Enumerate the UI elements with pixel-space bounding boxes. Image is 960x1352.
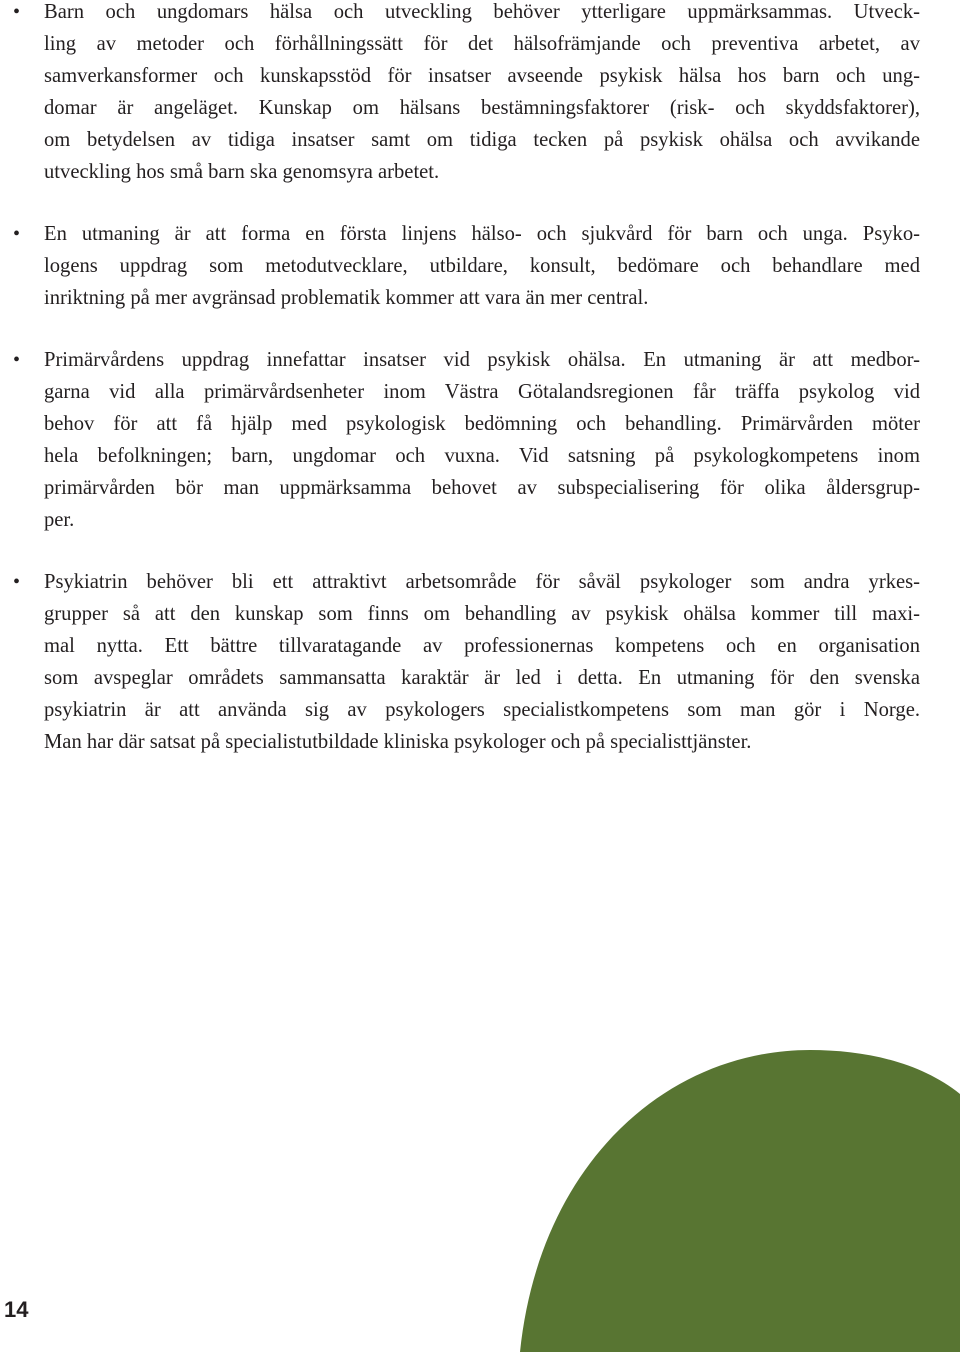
bullet-icon: • bbox=[13, 223, 21, 245]
bullet-icon: • bbox=[13, 349, 21, 371]
bullet-line: per. bbox=[44, 509, 75, 531]
bullet-line: Man har där satsat på specialistutbildade kliniska psykologer och på specialisttjänster. bbox=[44, 731, 752, 753]
bullet-item bbox=[0, 0, 960, 188]
bullet-icon: • bbox=[13, 1, 21, 23]
bullet-line: behov för att få hjälp med psykologisk bedömning och behandling. Primärvården möter bbox=[44, 413, 920, 435]
bullet-line: domar är angeläget. Kunskap om hälsans bestämningsfaktorer (risk- och skyddsfaktorer), bbox=[44, 97, 920, 119]
bullet-line: psykiatrin är att använda sig av psykologers specialistkompetens som man gör i Norge. bbox=[44, 699, 920, 721]
bullet-line: primärvården bör man uppmärksamma behovet av subspecialisering för olika åldersgrup- bbox=[44, 477, 920, 499]
bullet-line: utveckling hos små barn ska genomsyra arbetet. bbox=[44, 161, 440, 183]
bullet-icon: • bbox=[13, 571, 21, 593]
bullet-line: om betydelsen av tidiga insatser samt om tidiga tecken på psykisk ohälsa och avvikande bbox=[44, 129, 920, 151]
bullet-item bbox=[0, 566, 960, 758]
bullet-line: mal nytta. Ett bättre tillvaratagande av professionernas kompetens och en organisation bbox=[44, 635, 920, 657]
bullet-line: grupper så att den kunskap som finns om behandling av psykisk ohälsa kommer till maxi- bbox=[44, 603, 920, 625]
page-number: 14 bbox=[4, 1297, 29, 1322]
bullet-line: ling av metoder och förhållningssätt för det hälsofrämjande och preventiva arbetet, av bbox=[44, 33, 920, 55]
speech-bubble-decoration bbox=[520, 1050, 960, 1352]
bullet-line: Barn och ungdomars hälsa och utveckling behöver ytterligare uppmärksammas. Utveck- bbox=[44, 1, 920, 23]
bullet-line: En utmaning är att forma en första linjens hälso- och sjukvård för barn och unga. Psyko- bbox=[44, 223, 920, 245]
bullet-item bbox=[0, 344, 960, 536]
bullet-line: samverkansformer och kunskapsstöd för insatser avseende psykisk hälsa hos barn och ung- bbox=[44, 65, 920, 87]
bullet-line: som avspeglar områdets sammansatta karaktär är led i detta. En utmaning för den svenska bbox=[44, 667, 920, 689]
bullet-line: Psykiatrin behöver bli ett attraktivt arbetsområde för såväl psykologer som andra yrkes- bbox=[44, 571, 920, 593]
bullet-line: hela befolkningen; barn, ungdomar och vuxna. Vid satsning på psykologkompetens inom bbox=[44, 445, 920, 467]
bullet-line: logens uppdrag som metodutvecklare, utbildare, konsult, bedömare och behandlare med bbox=[44, 255, 920, 277]
bullet-line: inriktning på mer avgränsad problematik kommer att vara än mer central. bbox=[44, 287, 649, 309]
bullet-line: Primärvårdens uppdrag innefattar insatser vid psykisk ohälsa. En utmaning är att medbor- bbox=[44, 349, 920, 371]
bullet-line: garna vid alla primärvårdsenheter inom Västra Götalandsregionen får träffa psykolog vid bbox=[44, 381, 920, 403]
bullet-item bbox=[0, 218, 960, 314]
speech-bubble-shape bbox=[520, 1050, 960, 1352]
